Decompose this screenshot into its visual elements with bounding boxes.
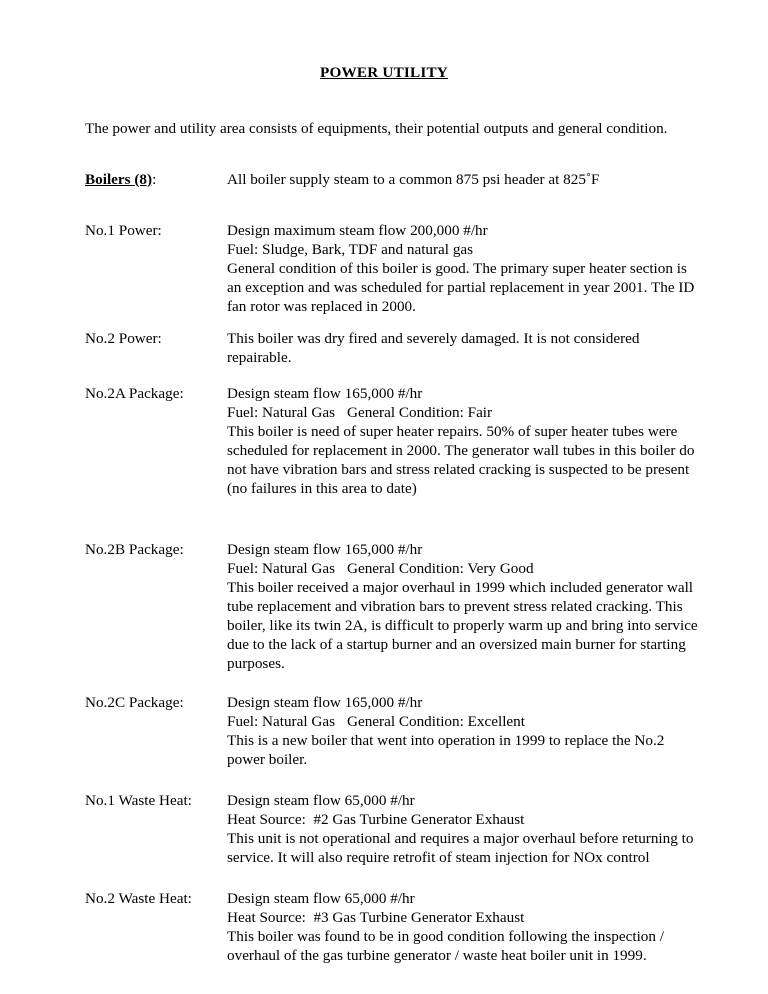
fuel-text: Fuel: Natural Gas — [227, 713, 335, 730]
unit-description: This boiler is need of super heater repairs. 50% of super heater tubes were scheduled for replacement in 2000. The generator wall tubes in this boiler do not have vibration bars and stress related cracking is suspected to be present (no failures in this area to date) — [227, 423, 695, 497]
design-flow: Design steam flow 165,000 #/hr — [227, 694, 423, 711]
fuel-condition-line — [227, 712, 702, 731]
heat-source-line: Heat Source: #2 Gas Turbine Generator Exhaust — [227, 811, 525, 828]
unit-details — [227, 540, 702, 673]
condition-text: General Condition: Excellent — [346, 713, 525, 730]
boilers-heading-suffix: : — [152, 171, 157, 188]
unit-label: No.1 Waste Heat: — [85, 792, 192, 809]
unit-details — [227, 384, 702, 498]
unit-label: No.2B Package: — [85, 541, 184, 558]
unit-label: No.2 Power: — [85, 330, 162, 347]
unit-description: This boiler was dry fired and severely damaged. It is not considered repairable. — [227, 330, 640, 366]
condition-text: General Condition: Very Good — [346, 560, 534, 577]
design-flow: Design steam flow 165,000 #/hr — [227, 385, 423, 402]
boilers-summary: All boiler supply steam to a common 875 psi header at 825˚F — [227, 171, 600, 188]
fuel-text: Fuel: Natural Gas — [227, 404, 335, 421]
unit-label: No.2A Package: — [85, 385, 184, 402]
unit-description: This boiler was found to be in good condition following the inspection / overhaul of the gas turbine generator / waste heat boiler unit in 1999. — [227, 928, 665, 964]
unit-description: General condition of this boiler is good. The primary super heater section is an exception and was scheduled for partial replacement in year 2001. The ID fan rotor was replaced in 2000. — [227, 260, 695, 315]
fuel-condition-line — [227, 403, 702, 422]
design-flow: Design steam flow 65,000 #/hr — [227, 890, 415, 907]
unit-label: No.2C Package: — [85, 694, 184, 711]
unit-details — [227, 329, 702, 367]
unit-description: This is a new boiler that went into operation in 1999 to replace the No.2 power boiler. — [227, 732, 665, 768]
unit-details — [227, 693, 702, 769]
unit-label: No.1 Power: — [85, 222, 162, 239]
intro-paragraph: The power and utility area consists of equipments, their potential outputs and general condition. — [85, 120, 668, 137]
design-flow: Design steam flow 165,000 #/hr — [227, 541, 423, 558]
boilers-heading: Boilers (8) — [85, 171, 153, 188]
fuel-line: Fuel: Sludge, Bark, TDF and natural gas — [227, 241, 474, 258]
unit-details — [227, 221, 702, 316]
boilers-heading-label — [85, 170, 225, 189]
fuel-condition-line — [227, 559, 702, 578]
unit-description: This unit is not operational and requires a major overhaul before returning to service. It will also require retrofit of steam injection for NOx control — [227, 830, 694, 866]
design-flow: Design maximum steam flow 200,000 #/hr — [227, 222, 488, 239]
condition-text: General Condition: Fair — [346, 404, 493, 421]
unit-description: This boiler received a major overhaul in 1999 which included generator wall tube replacement and vibration bars to prevent stress related cracking. This boiler, like its twin 2A, is difficult to properly warm up and bring into service due to the lack of a startup burner and an oversized main burner for starting purposes. — [227, 579, 698, 672]
unit-details — [227, 889, 702, 965]
design-flow: Design steam flow 65,000 #/hr — [227, 792, 415, 809]
page-title: POWER UTILITY — [320, 64, 448, 81]
unit-details — [227, 791, 702, 867]
heat-source-line: Heat Source: #3 Gas Turbine Generator Exhaust — [227, 909, 525, 926]
fuel-text: Fuel: Natural Gas — [227, 560, 335, 577]
unit-label: No.2 Waste Heat: — [85, 890, 192, 907]
